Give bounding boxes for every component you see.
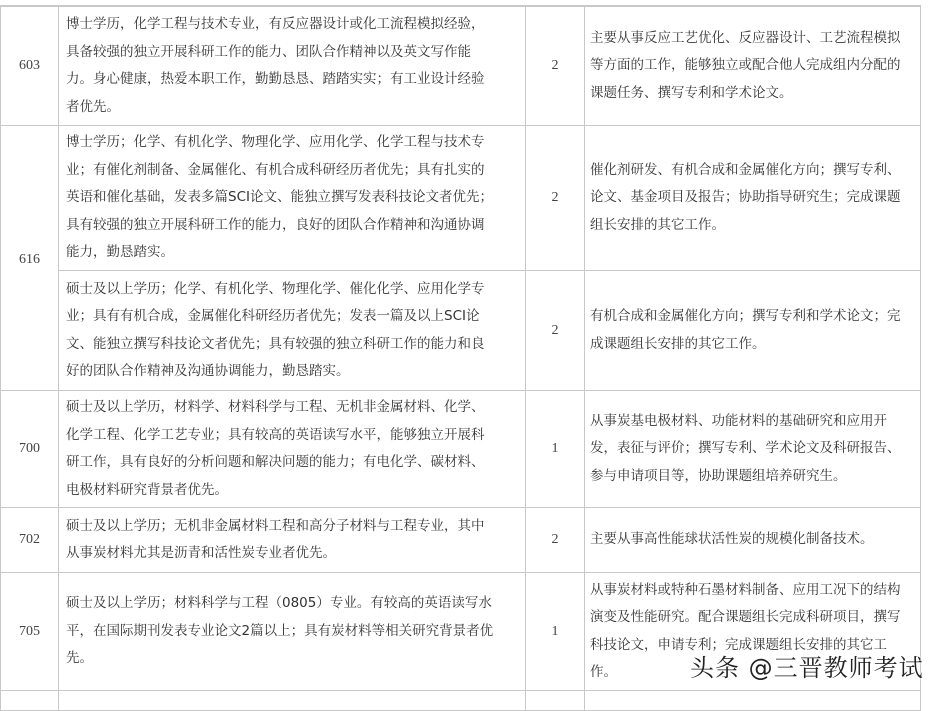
duties-line: 主要从事高性能球状活性炭的规模化制备技术。 xyxy=(590,531,874,548)
requirements-line: 具备较强的独立开展科研工作的能力、团队合作精神以及英文写作能 xyxy=(66,43,471,60)
requirements-line: 硕士及以上学历；化学、有机化学、物理化学、催化化学、应用化学专 xyxy=(66,280,485,297)
headcount: 2 xyxy=(526,271,585,391)
requirements-cell xyxy=(59,573,526,691)
duties-cell xyxy=(585,508,921,573)
duties-cell xyxy=(585,7,921,126)
requirements-line: 研工作，具有良好的分析问题和解决问题的能力；有电化学、碳材料、 xyxy=(66,454,485,470)
requirements-line: 硕士及以上学历；材料科学与工程（0805）专业。有较高的英语读写水 xyxy=(66,595,492,612)
requirements-cell xyxy=(59,508,526,573)
position-code: 603 xyxy=(1,7,59,126)
duties-cell xyxy=(585,126,921,271)
headcount: 2 xyxy=(526,508,585,573)
duties-line: 主要从事反应工艺优化、反应器设计、工艺流程模拟 xyxy=(590,29,901,46)
duties-line: 等方面的工作，能够独立或配合他人完成组内分配的 xyxy=(590,57,901,74)
requirements-line: 硕士及以上学历；无机非金属材料工程和高分子材料与工程专业，其中 xyxy=(66,517,485,534)
duties-line: 从事炭材料或特种石墨材料制备、应用工况下的结构 xyxy=(590,581,901,598)
requirements-cell xyxy=(59,271,526,391)
requirements-line: 好的团队合作精神及沟通协调能力，勤恳踏实。 xyxy=(66,363,350,379)
requirements-line: 力。身心健康，热爱本职工作，勤勤恳恳、踏踏实实；有工业设计经验 xyxy=(66,71,485,87)
headcount: 2 xyxy=(526,7,585,126)
watermark: 头条 @三晋教师考试 xyxy=(690,654,924,682)
duties-line: 催化剂研发、有机合成和金属催化方向；撰写专利、 xyxy=(590,161,901,178)
duties-line: 科技论文，申请专利；完成课题组长安排的其它工 xyxy=(590,636,887,653)
table-row xyxy=(1,508,921,573)
table-row xyxy=(1,126,921,271)
requirements-line: 文、能独立撰写科技论文者优先；具有较强的独立科研工作的能力和良 xyxy=(66,335,485,352)
position-code: 705 xyxy=(1,573,59,691)
headcount: 1 xyxy=(526,391,585,508)
headcount: 1 xyxy=(526,573,585,691)
duties-line: 组长安排的其它工作。 xyxy=(590,216,725,233)
duties-line: 从事炭基电极材料、功能材料的基础研究和应用开 xyxy=(590,412,887,429)
requirements-cell xyxy=(59,7,526,126)
table-row-bottom-partial xyxy=(1,691,921,711)
duties-line: 课题任务、撰写专利和学术论文。 xyxy=(590,84,793,101)
requirements-line: 业；具有有机合成，金属催化科研经历者优先；发表一篇及以上SCI论 xyxy=(66,308,480,324)
duties-cell xyxy=(585,391,921,508)
requirements-line: 能力，勤恳踏实。 xyxy=(66,244,174,261)
requirements-line: 化学工程、化学工艺专业；具有较高的英语读写水平，能够独立开展科 xyxy=(66,426,485,443)
duties-line: 作。 xyxy=(590,664,617,680)
requirements-cell xyxy=(59,126,526,271)
position-code: 700 xyxy=(1,391,59,508)
duties-line: 成课题组长安排的其它工作。 xyxy=(590,335,766,352)
duties-line: 有机合成和金属催化方向；撰写专利和学术论文；完 xyxy=(590,308,901,324)
duties-line: 演变及性能研究。配合课题组长完成科研项目，撰写 xyxy=(590,609,901,625)
requirements-line: 硕士及以上学历，材料学、材料科学与工程、无机非金属材料、化学、 xyxy=(66,399,485,415)
duties-line: 参与申请项目等，协助课题组培养研究生。 xyxy=(590,467,847,484)
requirements-line: 先。 xyxy=(66,650,93,667)
requirements-line: 从事炭材料尤其是沥青和活性炭专业者优先。 xyxy=(66,545,336,561)
table-row xyxy=(1,271,921,391)
position-code-text: 616 xyxy=(19,252,40,267)
position-code: 702 xyxy=(1,508,59,573)
headcount: 2 xyxy=(526,126,585,271)
requirements-line: 者优先。 xyxy=(66,98,120,115)
requirements-line: 具有较强的独立开展科研工作的能力，良好的团队合作精神和沟通协调 xyxy=(66,216,485,233)
requirements-line: 博士学历，化学工程与技术专业，有反应器设计或化工流程模拟经验， xyxy=(66,16,485,32)
duties-line: 论文、基金项目及报告；协助指导研究生；完成课题 xyxy=(590,189,901,206)
duties-line: 发，表征与评价；撰写专利、学术论文及科研报告、 xyxy=(590,440,901,457)
requirements-cell xyxy=(59,391,526,508)
table-row xyxy=(1,391,921,508)
positions-table xyxy=(0,5,921,711)
position-code xyxy=(1,126,59,391)
requirements-line: 英语和催化基础，发表多篇SCI论文、能独立撰写发表科技论文者优先； xyxy=(66,189,493,206)
table-row xyxy=(1,7,921,126)
requirements-line: 电极材料研究背景者优先。 xyxy=(66,481,228,498)
requirements-line: 业；有催化剂制备、金属催化、有机合成科研经历者优先；具有扎实的 xyxy=(66,161,485,178)
duties-cell xyxy=(585,271,921,391)
requirements-line: 平，在国际期刊发表专业论文2篇以上；具有炭材料等相关研究背景者优 xyxy=(66,622,494,639)
requirements-line: 博士学历；化学、有机化学、物理化学、应用化学、化学工程与技术专 xyxy=(66,134,485,151)
